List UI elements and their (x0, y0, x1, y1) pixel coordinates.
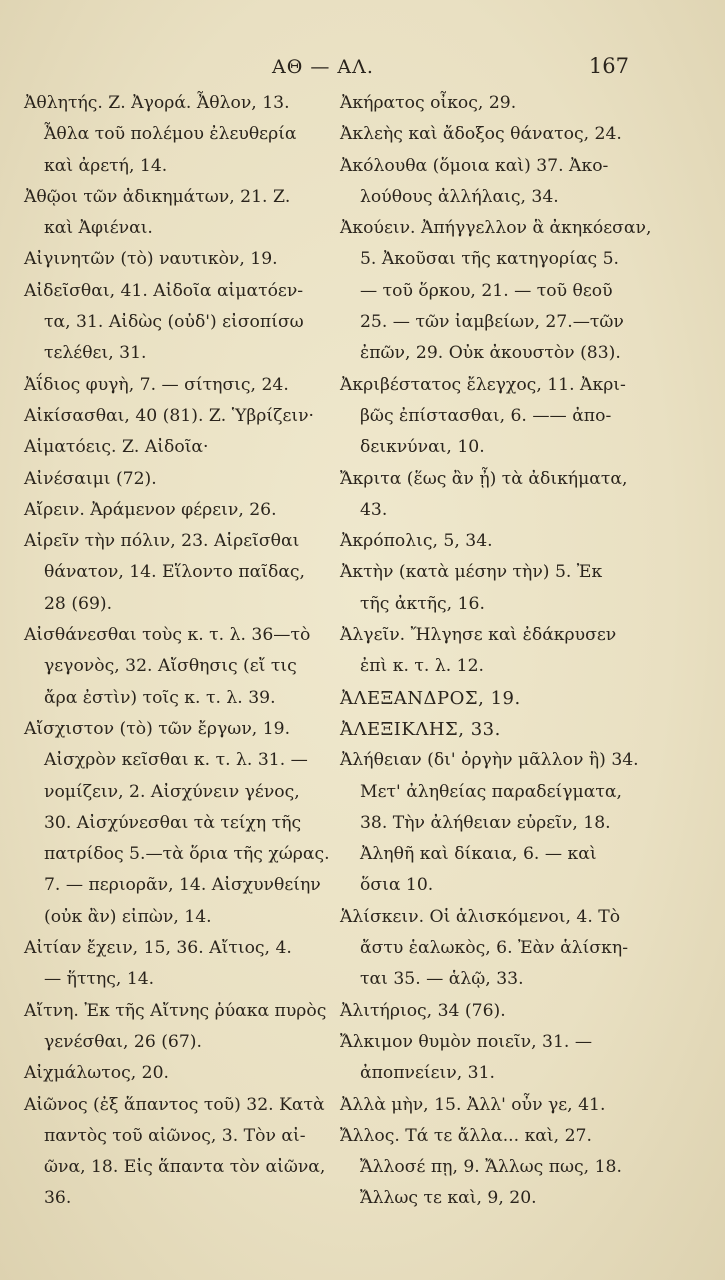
index-line: Ἆθλα τοῦ πολέμου ἐλευθερία (44, 124, 297, 145)
index-line: Ἀΐδιος φυγὴ, 7. — σίτησις, 24. (24, 374, 289, 395)
index-line: Αἴτνη. Ἐκ τῆς Αἴτνης ῥύακα πυρὸς (24, 1000, 327, 1021)
index-line: — ἥττης, 14. (44, 969, 155, 990)
index-line: 5. Ἀκοῦσαι τῆς κατηγορίας 5. (360, 249, 619, 270)
index-line: ἄρα ἐστὶν) τοῖς κ. τ. λ. 39. (44, 687, 276, 708)
index-line: νομίζειν, 2. Αἰσχύνειν γένος, (44, 781, 300, 802)
index-line: ἐπῶν, 29. Οὐκ ἀκουστὸν (83). (360, 343, 621, 364)
index-line: 43. (360, 499, 388, 520)
index-line: βῶς ἐπίστασθαι, 6. —— ἀπο- (360, 405, 612, 426)
index-line: δεικνύναι, 10. (360, 437, 485, 458)
index-line: Αἰκίσασθαι, 40 (81). Ζ. Ὑβρίζειν· (24, 405, 315, 426)
page-number: 167 (588, 54, 629, 78)
index-line: γεγονὸς, 32. Αἴσθησις (εἴ τις (44, 656, 297, 677)
index-line: Ἄλκιμον θυμὸν ποιεῖν, 31. — (340, 1031, 593, 1052)
index-line: Ἀκρόπολις, 5, 34. (340, 531, 493, 552)
index-line: γενέσθαι, 26 (67). (44, 1031, 202, 1052)
index-line: 38. Τὴν ἀλήθειαν εὑρεῖν, 18. (360, 812, 611, 833)
index-line: Αἰδεῖσθαι, 41. Αἰδοῖα αἱματόεν- (24, 280, 304, 301)
index-line: παντὸς τοῦ αἰῶνος, 3. Τὸν αἰ- (44, 1125, 306, 1146)
page-header (0, 52, 725, 86)
index-line: καὶ Ἀφιέναι. (44, 218, 153, 239)
index-line: Ἀληθῆ καὶ δίκαια, 6. — καὶ (360, 844, 597, 865)
index-line: Ἄλλος. Τά τε ἄλλα... καὶ, 27. (340, 1125, 592, 1146)
index-line: Ἀκούειν. Ἀπήγγελλον ἃ ἀκηκόεσαν, (340, 218, 652, 239)
index-line: πατρίδος 5.—τὰ ὅρια τῆς χώρας. (44, 844, 330, 865)
index-line: ἀποπνείειν, 31. (360, 1063, 495, 1084)
index-line: Αἰχμάλωτος, 20. (24, 1063, 169, 1084)
index-line: Αἰσθάνεσθαι τοὺς κ. τ. λ. 36—τὸ (24, 625, 311, 646)
index-line: Ἀλγεῖν. Ἤλγησε καὶ ἐδάκρυσεν (340, 625, 617, 646)
index-line: Ἀλλὰ μὴν, 15. Ἀλλ' οὖν γε, 41. (340, 1094, 606, 1115)
index-line: θάνατον, 14. Εἵλοντο παῖδας, (44, 562, 306, 583)
index-line: Ἀθλητής. Ζ. Ἀγορά. Ἆθλον, 13. (24, 93, 290, 113)
index-line: Αἱματόεις. Ζ. Αἰδοῖα· (24, 437, 209, 458)
index-line: Ἀκλεὴς καὶ ἄδοξος θάνατος, 24. (340, 124, 622, 145)
index-line: Αἰῶνος (ἐξ ἅπαντος τοῦ) 32. Κατὰ (24, 1094, 325, 1115)
index-line: Ἁλίσκειν. Οἱ ἁλισκόμενοι, 4. Τὸ (340, 906, 621, 927)
index-line: 7. — περιορᾶν, 14. Αἰσχυνθείην (44, 875, 321, 896)
index-line: 25. — τῶν ἰαμβείων, 27.—τῶν (360, 312, 624, 333)
index-line: ὅσια 10. (360, 875, 434, 896)
index-line: Αἰγινητῶν (τὸ) ναυτικὸν, 19. (24, 249, 278, 270)
running-head: ΑΘ — ΑΛ. (272, 56, 374, 78)
index-line: — τοῦ ὅρκου, 21. — τοῦ θεοῦ (360, 280, 613, 301)
index-line: λούθους ἀλλήλαις, 34. (360, 186, 559, 207)
left-column (24, 88, 330, 1215)
index-line: Ἀλήθειαν (δι' ὀργὴν μᾶλλον ἢ) 34. (340, 750, 639, 771)
index-line: τῆς ἀκτῆς, 16. (360, 593, 485, 614)
index-line: Ἄλλοσέ πῃ, 9. Ἄλλως πως, 18. (360, 1157, 622, 1178)
index-line: Ἀκήρατος οἶκος, 29. (340, 93, 517, 113)
index-line: τελέθει, 31. (44, 343, 147, 364)
index-line: ἈΛΕΞΑΝΔΡΟΣ, 19. (340, 687, 521, 709)
index-line: 28 (69). (44, 593, 113, 614)
index-line: Ἀκριβέστατος ἔλεγχος, 11. Ἀκρι- (340, 374, 626, 395)
index-line: Ἄλλως τε καὶ, 9, 20. (360, 1188, 537, 1209)
index-line: Αἴσχιστον (τὸ) τῶν ἔργων, 19. (24, 718, 291, 739)
index-line: ται 35. — ἁλῷ, 33. (360, 969, 524, 990)
index-line: Αἴρειν. Ἀράμενον φέρειν, 26. (24, 499, 277, 520)
right-column (340, 88, 652, 1215)
index-line: Ἀλιτήριος, 34 (76). (340, 1000, 506, 1021)
index-line: καὶ ἀρετή, 14. (44, 155, 168, 176)
index-line: Αἰσχρὸν κεῖσθαι κ. τ. λ. 31. — (44, 750, 308, 771)
index-line: Ἄκριτα (ἕως ἂν ᾖ) τὰ ἀδικήματα, (340, 468, 628, 489)
index-line: Ἀκόλουθα (ὅμοια καὶ) 37. Ἀκο- (340, 155, 609, 176)
index-line: 36. (44, 1188, 72, 1209)
index-line: (οὐκ ἂν) εἰπὼν, 14. (44, 906, 212, 927)
index-line: Αἰνέσαιμι (72). (24, 468, 157, 489)
index-line: Αἰτίαν ἔχειν, 15, 36. Αἴτιος, 4. (24, 938, 292, 959)
index-line: τα, 31. Αἰδὼς (οὐδ') εἰσοπίσω (44, 312, 304, 333)
index-line: 30. Αἰσχύνεσθαι τὰ τείχη τῆς (44, 812, 302, 833)
index-line: ἄστυ ἑαλωκὸς, 6. Ἐὰν ἁλίσκη- (360, 938, 629, 959)
index-line: Ἀθῷοι τῶν ἀδικημάτων, 21. Ζ. (24, 186, 291, 207)
index-line: Μετ' ἀληθείας παραδείγματα, (360, 781, 622, 802)
index-line: ῶνα, 18. Εἰς ἅπαντα τὸν αἰῶνα, (44, 1157, 326, 1178)
index-line: ἐπὶ κ. τ. λ. 12. (360, 656, 484, 677)
index-line: Ἀκτὴν (κατὰ μέσην τὴν) 5. Ἐκ (340, 562, 603, 583)
index-line: ἈΛΕΞΙΚΛΗΣ, 33. (340, 718, 501, 740)
index-line: Αἱρεῖν τὴν πόλιν, 23. Αἱρεῖσθαι (24, 531, 300, 552)
